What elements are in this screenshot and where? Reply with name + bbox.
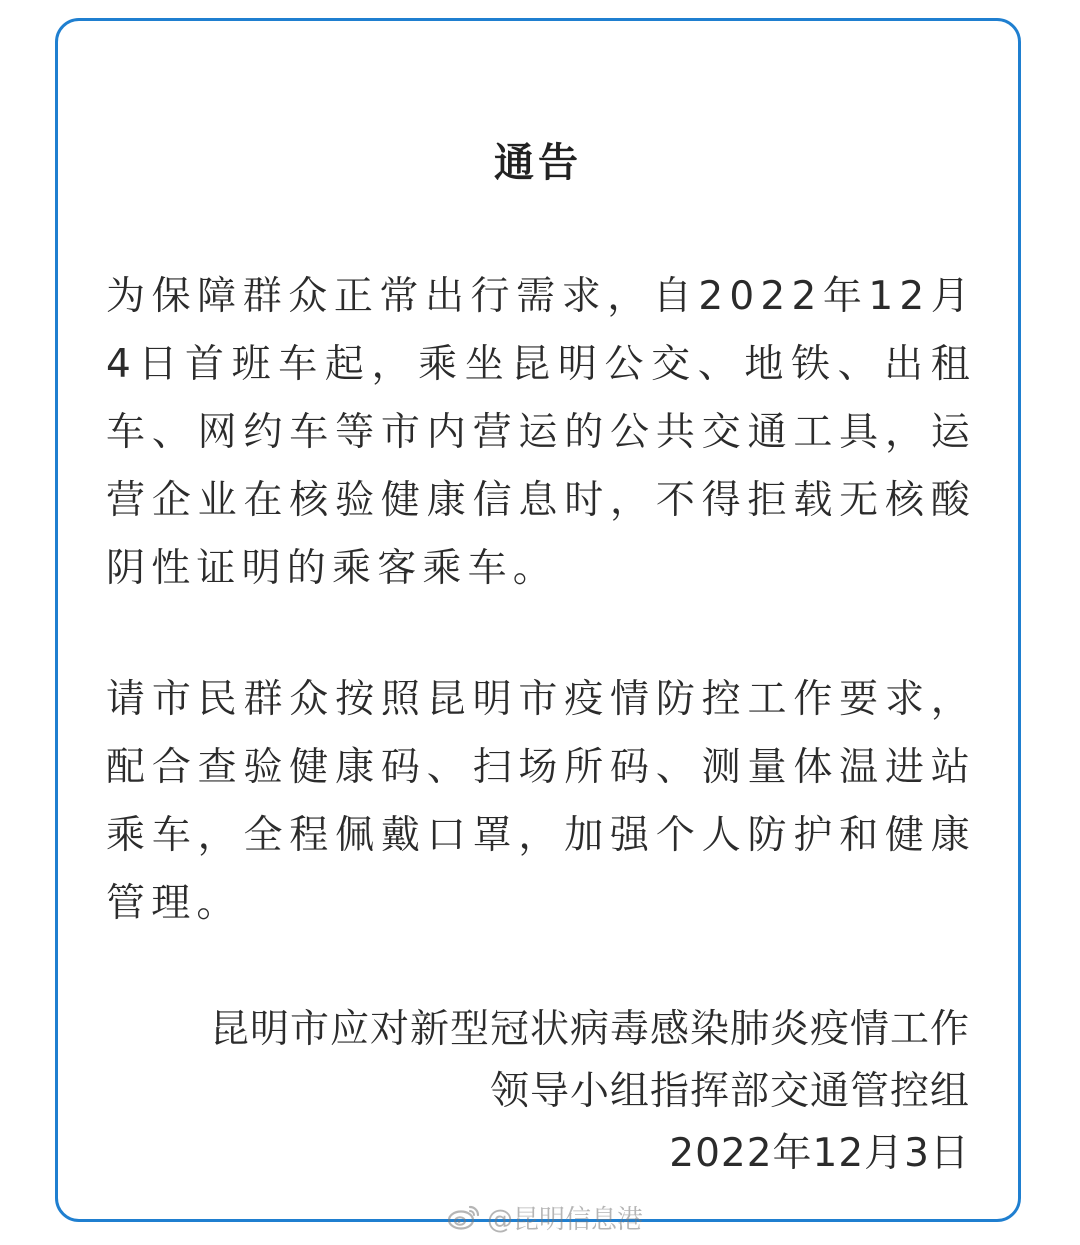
notice-paragraph-1: 为保障群众正常出行需求，自2022年12月4日首班车起，乘坐昆明公交、地铁、出租车、网约车等市内营运的公共交通工具，运营企业在核验健康信息时，不得拒载无核酸阴性证明的乘客乘车。 xyxy=(106,274,976,591)
signature-date: 2022年12月3日 xyxy=(669,1131,970,1176)
watermark xyxy=(447,1197,643,1237)
notice-card xyxy=(55,18,1021,1222)
watermark-text: @昆明信息港 xyxy=(487,1204,644,1235)
notice-paragraph-2: 请市民群众按照昆明市疫情防控工作要求，配合查验健康码、扫场所码、测量体温进站乘车，全程佩戴口罩，加强个人防护和健康管理。 xyxy=(106,677,976,926)
notice-title: 通告 xyxy=(494,140,582,186)
weibo-icon xyxy=(447,1203,481,1231)
signature-organization-line-1: 昆明市应对新型冠状病毒感染肺炎疫情工作 xyxy=(209,1007,970,1052)
notice-signature xyxy=(210,999,970,1185)
signature-organization-line-2: 领导小组指挥部交通管控组 xyxy=(489,1069,970,1114)
